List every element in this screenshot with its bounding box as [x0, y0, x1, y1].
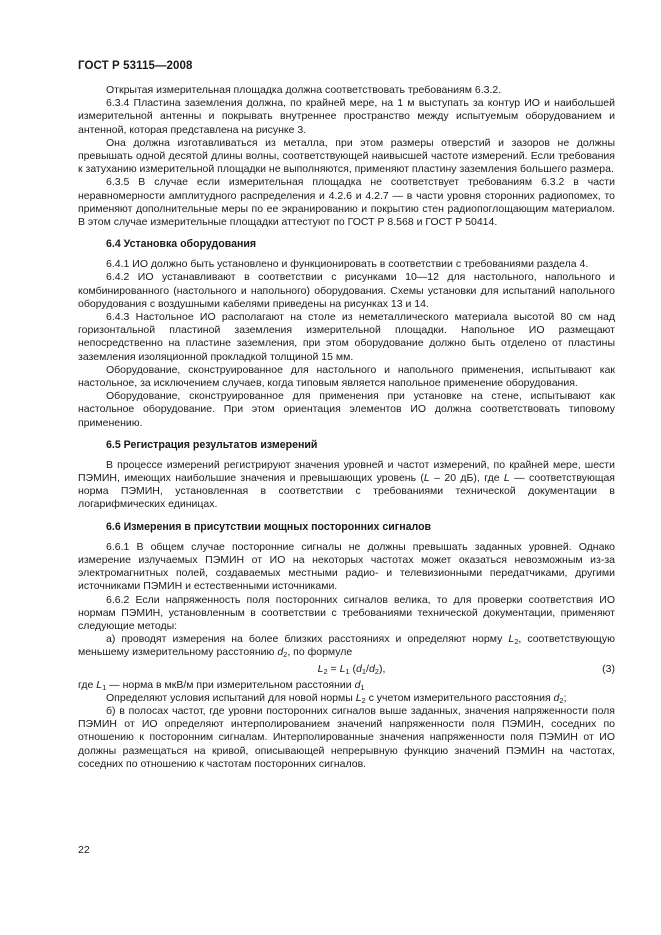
- section-heading-6-5: 6.5 Регистрация результатов измерений: [106, 438, 318, 451]
- section-heading-6-4: 6.4 Установка оборудования: [106, 238, 257, 251]
- paragraph: 6.4.2 ИО устанавливают в соответствии с рисунками 10—12 для настольного, напольного и комбинированного (настольного и напольного) оборудования. Схемы установки для испытаний напольного оборудования с воздушными кабелями приведены на рисунках 13 и 14.: [78, 271, 615, 310]
- paragraph: В процессе измерений регистрируют значения уровней и частот измерений, по крайней мере, шести ПЭМИН, имеющих наибольшие значения и превышающих уровень (L – 20 дБ), где L — соответствующая норма ПЭМИН, установленная в соответствии с требованиями технической документации в логарифмических единицах.: [78, 458, 615, 511]
- formula-row: [78, 662, 615, 679]
- paragraph: Открытая измерительная площадка должна соответствовать требованиям 6.3.2.: [106, 84, 502, 96]
- paragraph: 6.6.2 Если напряженность поля посторонних сигналов велика, то для проверки соответствия ИО нормам ПЭМИН, установленным в соответствии с требованиями технической документации, применяют следующие методы:: [78, 593, 615, 632]
- paragraph: б) в полосах частот, где уровни посторонних сигналов выше заданных, значения напряженности поля ПЭМИН от ИО определяют интерполированием значений напряженности поля ПЭМИН, соседних по отношению к посторонним сигналам. Интерполированные значения напряженности поля ПЭМИН от ИО должны размещаться на кривой, описывающей непрерывную функцию значений ПЭМИН на частотах, соседних по отношению к частотам посторонних сигналов.: [78, 704, 615, 770]
- document-body: [78, 84, 615, 771]
- paragraph: 6.3.5 В случае если измерительная площадка не соответствует требованиям 6.3.2 в части неравномерности амплитудного распределения и 4.2.6 и 4.2.7 — в части уровня сторонних радиопомех, то применяют дополнительные меры по ее экранированию и покрытию стен радиопоглощающим материалом. В этом случае измерительные площадки аттестуют по ГОСТ Р 8.568 и ГОСТ Р 50414.: [78, 176, 615, 229]
- paragraph: 6.4.1 ИО должно быть установлено и функционировать в соответствии с требованиями раздела 4.: [106, 258, 589, 271]
- paragraph: где $L_1$ — норма в мкВ/м при измерительном расстоянии $d_1$: [78, 678, 365, 692]
- paragraph: Оборудование, сконструированное для применения при установке на стене, испытывают как настольное оборудование. При этом ориентация элементов ИО должна соответствовать типовому применению.: [78, 390, 615, 429]
- page-number: 22: [78, 844, 90, 856]
- paragraph: Оборудование, сконструированное для настольного и напольного применения, испытывают как настольное, за исключением случаев, когда типовым является напольное применение оборудования.: [78, 363, 615, 390]
- paragraph: Она должна изготавливаться из металла, при этом размеры отверстий и зазоров не должны превышать одной десятой длины волны, соответствующей наивысшей частоте измерений. Если требования к затуханию измерительной площадки не выполняются, применяют пластину заземления большего размера.: [78, 136, 615, 176]
- paragraph: а) проводят измерения на более близких расстояниях и определяют норму $L_2$, соответствующую меньшему измерительному расстоянию $d_2$, по формуле: [78, 633, 616, 660]
- paragraph: Определяют условия испытаний для новой нормы $L_2$ с учетом измерительного расстояния $d_2$;: [106, 691, 567, 705]
- section-heading-6-6: 6.6 Измерения в присутствии мощных посторонних сигналов: [106, 520, 432, 533]
- paragraph: 6.4.3 Настольное ИО располагают на столе из неметаллического материала высотой 80 см над горизонтальной пластиной заземления измерительной площадки. Напольное ИО размещают непосредственно на пластине заземления, при этом оборудование должно быть отделено от пластины заземления изоляционной прокладкой толщиной 15 мм.: [78, 311, 615, 363]
- paragraph: 6.3.4 Пластина заземления должна, по крайней мере, на 1 м выступать за контур ИО и наибольшей измерительной антенны и покрывать внутреннее пространство между испытуемым оборудованием и антенной, которая представлена на рисунке 3.: [78, 97, 615, 136]
- paragraph: 6.6.1 В общем случае посторонние сигналы не должны превышать заданных уровней. Однако измерение излучаемых ПЭМИН от ИО на некоторых частотах может оказаться невозможным из-за электромагнитных полей, создаваемых местными радио- и телевизионными передатчиками, другими источниками ПЭМИН и естественными источниками.: [78, 540, 615, 593]
- formula: $L_2 = L_1$ $(d_1/d_2)$,: [317, 662, 386, 676]
- formula-number: (3): [602, 662, 615, 675]
- standard-header: ГОСТ Р 53115—2008: [78, 60, 193, 72]
